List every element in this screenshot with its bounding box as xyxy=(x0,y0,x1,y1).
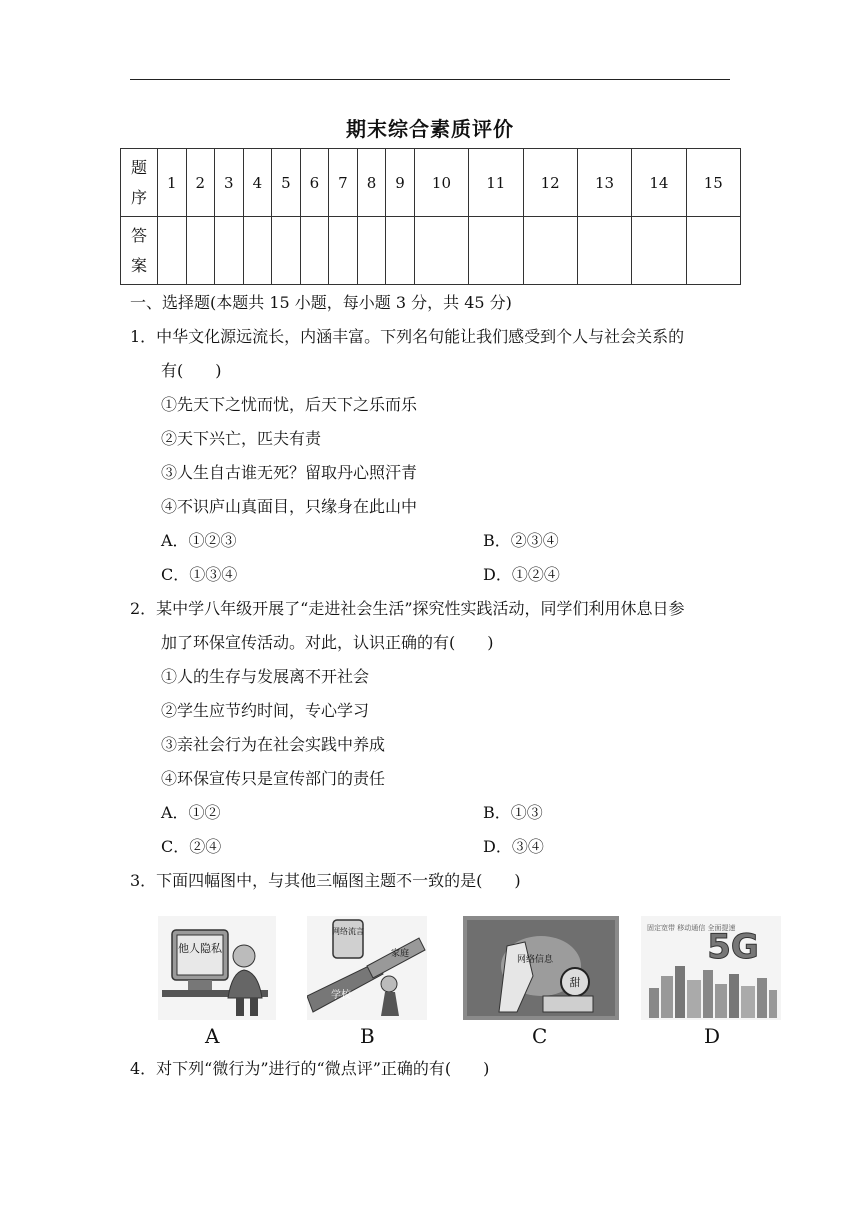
q3-stem: 3．下面四幅图中，与其他三幅图主题不一致的是( ) xyxy=(130,871,521,890)
figure-b-label: B xyxy=(360,1024,375,1048)
figure-b-illustration xyxy=(307,916,427,1020)
figure-a-illustration xyxy=(158,916,276,1020)
q1-item: ④不识庐山真面目，只缘身在此山中 xyxy=(161,497,418,516)
q3-figures xyxy=(158,898,788,1048)
q1-stem-line1: 1．中华文化源远流长，内涵丰富。下列名句能让我们感受到个人与社会关系的 xyxy=(130,327,685,346)
figure-a-text: 他人隐私 xyxy=(178,942,222,955)
number-cell: 1 xyxy=(158,149,187,217)
figure-c-text: 网络信息 xyxy=(517,955,554,965)
q1-option-d[interactable]: D．①②④ xyxy=(483,565,560,584)
q2-option-d[interactable]: D．③④ xyxy=(483,837,544,856)
row-label-daan xyxy=(121,217,158,285)
figure-a-label: A xyxy=(205,1024,220,1048)
number-cell: 11 xyxy=(469,149,523,217)
answer-cell[interactable] xyxy=(357,217,386,285)
section-heading: 一、选择题(本题共 15 小题，每小题 3 分，共 45 分) xyxy=(130,293,512,312)
number-cell: 9 xyxy=(386,149,415,217)
q1-option-a[interactable]: A．①②③ xyxy=(161,531,237,550)
answer-cell[interactable] xyxy=(300,217,329,285)
q2-stem-line1: 2．某中学八年级开展了“走进社会生活”探究性实践活动，同学们利用休息日参 xyxy=(130,599,685,618)
answer-cell[interactable] xyxy=(158,217,187,285)
answer-cell[interactable] xyxy=(243,217,272,285)
answer-cell[interactable] xyxy=(469,217,523,285)
answer-cell[interactable] xyxy=(386,217,415,285)
q1-option-c[interactable]: C．①③④ xyxy=(161,565,238,584)
q2-option-c[interactable]: C．②④ xyxy=(161,837,222,856)
figure-b-top-text: 网络流言 xyxy=(332,927,364,936)
row-label-tixu xyxy=(121,149,158,217)
q2-item: ②学生应节约时间，专心学习 xyxy=(161,701,370,720)
answer-table xyxy=(120,148,741,285)
q1-stem-line2: 有( ) xyxy=(161,361,222,380)
answer-cell[interactable] xyxy=(414,217,468,285)
q2-option-a[interactable]: A．①② xyxy=(161,803,221,822)
answer-cell[interactable] xyxy=(523,217,577,285)
row-label-char: 序 xyxy=(130,187,147,207)
number-cell: 7 xyxy=(329,149,358,217)
number-cell: 13 xyxy=(577,149,631,217)
figure-c-badge: 甜 xyxy=(569,976,581,989)
number-cell: 14 xyxy=(632,149,686,217)
figure-d-illustration xyxy=(641,916,781,1020)
q2-option-b[interactable]: B．①③ xyxy=(483,803,543,822)
number-cell: 6 xyxy=(300,149,329,217)
answer-cell[interactable] xyxy=(632,217,686,285)
number-cell: 5 xyxy=(272,149,301,217)
q1-item: ③人生自古谁无死？留取丹心照汗青 xyxy=(161,463,418,482)
answer-table-number-row xyxy=(121,149,741,217)
number-cell: 2 xyxy=(186,149,215,217)
q2-item: ③亲社会行为在社会实践中养成 xyxy=(161,735,386,754)
answer-cell[interactable] xyxy=(186,217,215,285)
q1-item: ①先天下之忧而忧，后天下之乐而乐 xyxy=(161,395,418,414)
row-label-char: 题 xyxy=(130,157,147,177)
q2-item: ①人的生存与发展离不开社会 xyxy=(161,667,370,686)
row-label-char: 案 xyxy=(130,255,147,275)
q2-stem-line2: 加了环保宣传活动。对此，认识正确的有( ) xyxy=(161,633,494,652)
figure-b-right-text: 家庭 xyxy=(391,949,410,959)
q4-stem: 4．对下列“微行为”进行的“微点评”正确的有( ) xyxy=(130,1059,490,1078)
q2-item: ④环保宣传只是宣传部门的责任 xyxy=(161,769,386,788)
answer-table-answer-row xyxy=(121,217,741,285)
number-cell: 15 xyxy=(686,149,740,217)
figure-d-label: D xyxy=(704,1024,721,1048)
number-cell: 12 xyxy=(523,149,577,217)
q1-item: ②天下兴亡，匹夫有责 xyxy=(161,429,322,448)
answer-cell[interactable] xyxy=(329,217,358,285)
page-title: 期末综合素质评价 xyxy=(346,117,514,141)
row-label-char: 答 xyxy=(130,225,147,245)
header-rule xyxy=(130,79,730,80)
answer-cell[interactable] xyxy=(686,217,740,285)
figure-d-side-text: 固定宽带 移动通信 全面提速 xyxy=(647,924,736,932)
number-cell: 3 xyxy=(215,149,244,217)
figure-c-label: C xyxy=(532,1024,548,1048)
answer-cell[interactable] xyxy=(272,217,301,285)
figure-d-text: 5G xyxy=(707,927,759,967)
number-cell: 4 xyxy=(243,149,272,217)
number-cell: 10 xyxy=(414,149,468,217)
answer-cell[interactable] xyxy=(215,217,244,285)
number-cell: 8 xyxy=(357,149,386,217)
figure-b-left-text: 学校 xyxy=(331,990,351,1001)
figure-c-illustration xyxy=(463,916,619,1020)
q1-option-b[interactable]: B．②③④ xyxy=(483,531,559,550)
answer-cell[interactable] xyxy=(577,217,631,285)
